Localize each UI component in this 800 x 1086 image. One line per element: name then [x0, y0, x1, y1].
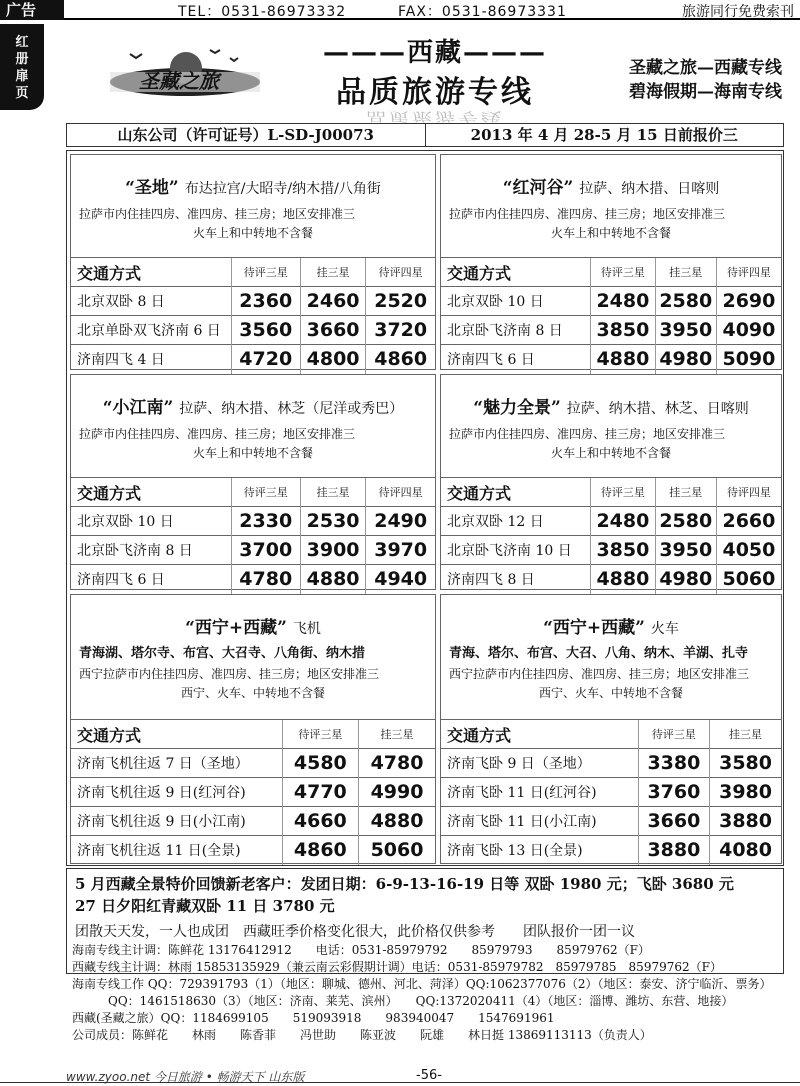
company-logo: [90, 42, 268, 100]
price-cell: 3720: [366, 316, 435, 345]
price-cell: 4770: [282, 778, 358, 807]
star-level-header: 挂三星: [655, 478, 716, 507]
price-cell: 4990: [359, 778, 435, 807]
price-box: [70, 594, 436, 864]
title-line-1: ———西藏———: [322, 38, 547, 68]
hotel-note: 西宁拉萨市内住挂四房、准四房、挂三房；地区安排准三: [79, 667, 380, 681]
top-bar: [0, 0, 800, 20]
price-cell: 2360: [231, 287, 300, 316]
star-level-header: 待评四星: [366, 478, 435, 507]
table-row: [71, 807, 435, 836]
promo-line-2: 27 日夕阳红青藏双卧 11 日 3780 元: [75, 897, 335, 915]
hotel-note: 拉萨市内住挂四房、准四房、挂三房；地区安排准三: [449, 427, 726, 441]
contact-line: 海南专线主计调：陈鲜花 13176412912 电话：0531-85979792 85979793 85979762（F）: [72, 943, 650, 957]
price-cell: 3560: [231, 316, 300, 345]
star-level-header: 待评三星: [231, 478, 300, 507]
route-title: [71, 613, 435, 638]
price-table: [441, 477, 781, 594]
transport-option: 济南四飞 8 日: [441, 565, 591, 594]
contact-line: 西藏专线主计调：林雨 15853135929（兼云南云彩假期计调）电话：0531-85979782 85979785 85979762（F）: [72, 960, 722, 974]
transport-option: 济南四飞 6 日: [441, 345, 591, 374]
price-box: [440, 594, 782, 864]
page-title: [290, 32, 580, 132]
meal-note: 火车上和中转地不含餐: [192, 226, 313, 240]
price-table: [71, 719, 435, 865]
hotel-note: 拉萨市内住挂四房、准四房、挂三房；地区安排准三: [449, 207, 726, 221]
route-title: [71, 393, 435, 418]
footer-rule: [0, 1082, 800, 1083]
price-cell: 4860: [366, 345, 435, 374]
price-cell: 5060: [716, 565, 781, 594]
price-cell: 3660: [638, 807, 709, 836]
price-cell: 2580: [655, 287, 716, 316]
route-title: [441, 613, 781, 638]
meal-note: 火车上和中转地不含餐: [192, 446, 313, 460]
price-cell: 2580: [655, 507, 716, 536]
transport-option: 北京双卧 12 日: [441, 507, 591, 536]
price-cell: 4580: [282, 749, 358, 778]
transport-header: 交通方式: [71, 478, 231, 507]
price-cell: 4800: [300, 345, 366, 374]
table-header-row: [441, 720, 781, 749]
title-reflection: 品质旅游专线: [366, 109, 504, 124]
price-cell: 3950: [655, 316, 716, 345]
package-name: “红河谷”: [502, 178, 574, 198]
price-cell: 4050: [716, 536, 781, 565]
transport-header: 交通方式: [441, 720, 638, 749]
star-level-header: 待评三星: [231, 258, 300, 287]
star-level-header: 待评四星: [716, 478, 781, 507]
sights-list: 青海、塔尔、布宫、大召、八角、纳木、羊湖、扎寺: [449, 646, 749, 661]
meal-note: 西宁、火车、中转地不含餐: [538, 686, 683, 700]
price-cell: 2480: [591, 507, 656, 536]
package-route: 飞机: [292, 621, 321, 637]
transport-option: 北京卧飞济南 10 日: [441, 536, 591, 565]
price-cell: 3880: [638, 836, 709, 865]
table-row: [441, 287, 781, 316]
price-cell: 3580: [710, 749, 781, 778]
star-level-header: 挂三星: [710, 720, 781, 749]
slogan-hainan: 碧海假期—海南专线: [629, 82, 782, 102]
price-cell: 2460: [300, 287, 366, 316]
table-row: [441, 507, 781, 536]
star-level-header: 挂三星: [300, 258, 366, 287]
star-level-header: 待评三星: [591, 258, 656, 287]
star-level-header: 待评三星: [638, 720, 709, 749]
transport-option: 济南飞卧 9 日（圣地）: [441, 749, 638, 778]
meal-note: 西宁、火车、中转地不含餐: [180, 686, 325, 700]
price-cell: 3850: [591, 316, 656, 345]
transport-header: 交通方式: [71, 258, 231, 287]
page-number: -56-: [416, 1068, 442, 1083]
star-level-header: 待评三星: [282, 720, 358, 749]
price-cell: 3970: [366, 536, 435, 565]
transport-header: 交通方式: [441, 258, 591, 287]
hotel-note: 西宁拉萨市内住挂四房、准四房、挂三房；地区安排准三: [449, 667, 750, 681]
price-cell: 4660: [282, 807, 358, 836]
star-level-header: 待评四星: [716, 258, 781, 287]
price-cell: 2530: [300, 507, 366, 536]
star-level-header: 挂三星: [300, 478, 366, 507]
price-cell: 4080: [710, 836, 781, 865]
transport-option: 济南飞机往返 7 日（圣地）: [71, 749, 282, 778]
side-tab: [0, 24, 44, 110]
meal-note: 火车上和中转地不含餐: [550, 446, 671, 460]
table-header-row: [71, 478, 435, 507]
title-line-2: 品质旅游专线: [336, 75, 534, 110]
tel-number: TEL：0531-86973332: [178, 4, 347, 20]
price-cell: 4720: [231, 345, 300, 374]
package-route: 火车: [650, 621, 679, 637]
table-row: [71, 836, 435, 865]
table-row: [441, 316, 781, 345]
price-cell: 3980: [710, 778, 781, 807]
contact-line: 公司成员：陈鲜花 林雨 陈香菲 冯世助 陈亚波 阮雄 林日挺 13869113113（负责人）: [72, 1028, 652, 1042]
price-cell: 2330: [231, 507, 300, 536]
transport-option: 北京双卧 10 日: [441, 287, 591, 316]
price-box: [440, 374, 782, 590]
table-row: [71, 316, 435, 345]
ad-label: 广告: [0, 0, 64, 20]
package-name: “西宁+西藏”: [543, 618, 645, 638]
table-row: [441, 749, 781, 778]
price-cell: 3880: [710, 807, 781, 836]
table-header-row: [441, 258, 781, 287]
package-route: 布达拉宫/大昭寺/纳木措/八角街: [184, 181, 381, 197]
contact-line: 西藏(圣藏之旅）QQ：1184699105 519093918 983940047 1547691961: [72, 1011, 555, 1025]
side-tab-char: 册: [15, 52, 29, 67]
package-route: 拉萨、纳木措、日喀则: [579, 181, 720, 197]
hotel-note: 拉萨市内住挂四房、准四房、挂三房；地区安排准三: [79, 427, 356, 441]
transport-option: 济南飞卧 13 日(全景): [441, 836, 638, 865]
table-row: [71, 536, 435, 565]
hotel-note: 拉萨市内住挂四房、准四房、挂三房；地区安排准三: [79, 207, 356, 221]
transport-option: 济南飞机往返 9 日(小江南): [71, 807, 282, 836]
side-tab-char: 红: [15, 35, 29, 50]
table-row: [441, 778, 781, 807]
price-date: 2013 年 4 月 28-5 月 15 日前报价三: [425, 124, 784, 146]
promo-line-1: 5 月西藏全景特价回馈新老客户：发团日期：6-9-13-16-19 日等 双卧 1980 元；飞卧 3680 元: [75, 875, 734, 893]
table-row: [441, 345, 781, 374]
side-tab-char: 页: [15, 86, 29, 101]
package-name: “圣地”: [125, 178, 179, 198]
slogan-tibet: 圣藏之旅—西藏专线: [629, 58, 782, 78]
contact-list: [72, 942, 798, 1044]
price-table: [71, 257, 435, 374]
transport-header: 交通方式: [71, 720, 282, 749]
transport-option: 北京双卧 8 日: [71, 287, 231, 316]
promo-line-3: 团散天天发，一人也成团 西藏旺季价格变化很大，此价格仅供参考 团队报价一团一议: [75, 924, 635, 940]
price-cell: 4880: [359, 807, 435, 836]
price-cell: 4090: [716, 316, 781, 345]
price-table: [71, 477, 435, 594]
price-cell: 4880: [591, 565, 656, 594]
table-row: [71, 287, 435, 316]
price-cell: 2660: [716, 507, 781, 536]
table-row: [441, 565, 781, 594]
transport-option: 济南飞卧 11 日(红河谷): [441, 778, 638, 807]
price-cell: 4880: [591, 345, 656, 374]
contact-line: QQ：1461518630（3）（地区：济南、莱芜、滨州） QQ:1372020411（4）（地区：淄博、潍坊、东营、地接）: [72, 994, 734, 1008]
transport-option: 济南飞卧 11 日(小江南): [441, 807, 638, 836]
transport-option: 济南飞机往返 9 日(红河谷): [71, 778, 282, 807]
price-cell: 3760: [638, 778, 709, 807]
price-cell: 4980: [655, 345, 716, 374]
price-cell: 3660: [300, 316, 366, 345]
price-cell: 4860: [282, 836, 358, 865]
table-row: [71, 565, 435, 594]
side-tab-char: 扉: [15, 69, 29, 84]
table-row: [71, 749, 435, 778]
price-box: [70, 374, 436, 590]
table-row: [71, 345, 435, 374]
sights-list: 青海湖、塔尔寺、布宫、大召寺、八角街、纳木措: [79, 646, 366, 661]
footer-website: www.zyoo.net 今日旅游 • 畅游天下 山东版: [66, 1070, 305, 1084]
price-cell: 4780: [231, 565, 300, 594]
price-cell: 4980: [655, 565, 716, 594]
table-header-row: [441, 478, 781, 507]
table-row: [71, 778, 435, 807]
meal-note: 火车上和中转地不含餐: [550, 226, 671, 240]
transport-option: 济南飞机往返 11 日(全景): [71, 836, 282, 865]
price-table: [441, 719, 781, 865]
price-cell: 2490: [366, 507, 435, 536]
table-row: [441, 536, 781, 565]
transport-header: 交通方式: [441, 478, 591, 507]
price-cell: 5060: [359, 836, 435, 865]
contact-line: 海南专线工作 QQ：729391793（1）（地区：聊城、德州、河北、菏泽）QQ:1062377076（2）（地区：泰安、济宁临沂、票务）: [72, 977, 772, 991]
table-header-row: [71, 258, 435, 287]
package-route: 拉萨、纳木措、林芝（尼洋或秀巴）: [179, 401, 404, 417]
price-cell: 4880: [300, 565, 366, 594]
star-level-header: 待评四星: [366, 258, 435, 287]
price-cell: 2520: [366, 287, 435, 316]
price-table: [441, 257, 781, 374]
header-slogans: [629, 56, 782, 104]
transport-option: 北京卧飞济南 8 日: [71, 536, 231, 565]
price-cell: 4780: [359, 749, 435, 778]
transport-option: 北京卧飞济南 8 日: [441, 316, 591, 345]
price-cell: 2480: [591, 287, 656, 316]
license-bar: [66, 123, 784, 147]
route-title: [71, 173, 435, 198]
license-number: 山东公司（许可证号）L-SD-J00073: [117, 126, 374, 144]
transport-option: 北京单卧双飞济南 6 日: [71, 316, 231, 345]
price-cell: 3380: [638, 749, 709, 778]
price-cell: 5090: [716, 345, 781, 374]
table-row: [441, 807, 781, 836]
package-route: 拉萨、纳木措、林芝、日喀则: [566, 401, 749, 417]
star-level-header: 挂三星: [359, 720, 435, 749]
price-cell: 4940: [366, 565, 435, 594]
star-level-header: 待评三星: [591, 478, 656, 507]
table-header-row: [71, 720, 435, 749]
transport-option: 济南四飞 6 日: [71, 565, 231, 594]
price-cell: 3700: [231, 536, 300, 565]
fax-number: FAX：0531-86973331: [398, 4, 567, 20]
price-cell: 3950: [655, 536, 716, 565]
table-row: [71, 507, 435, 536]
transport-option: 北京双卧 10 日: [71, 507, 231, 536]
package-name: “西宁+西藏”: [185, 618, 287, 638]
route-title: [441, 393, 781, 418]
transport-option: 济南四飞 4 日: [71, 345, 231, 374]
package-name: “小江南”: [102, 398, 174, 418]
route-title: [441, 173, 781, 198]
price-box: [70, 154, 436, 370]
index-note: 旅游同行免费索刊: [682, 4, 794, 20]
price-cell: 2690: [716, 287, 781, 316]
price-cell: 3850: [591, 536, 656, 565]
table-row: [441, 836, 781, 865]
package-name: “魅力全景”: [473, 398, 561, 418]
logo-text: 圣藏之旅: [139, 69, 219, 93]
star-level-header: 挂三星: [655, 258, 716, 287]
price-box: [440, 154, 782, 370]
price-cell: 3900: [300, 536, 366, 565]
